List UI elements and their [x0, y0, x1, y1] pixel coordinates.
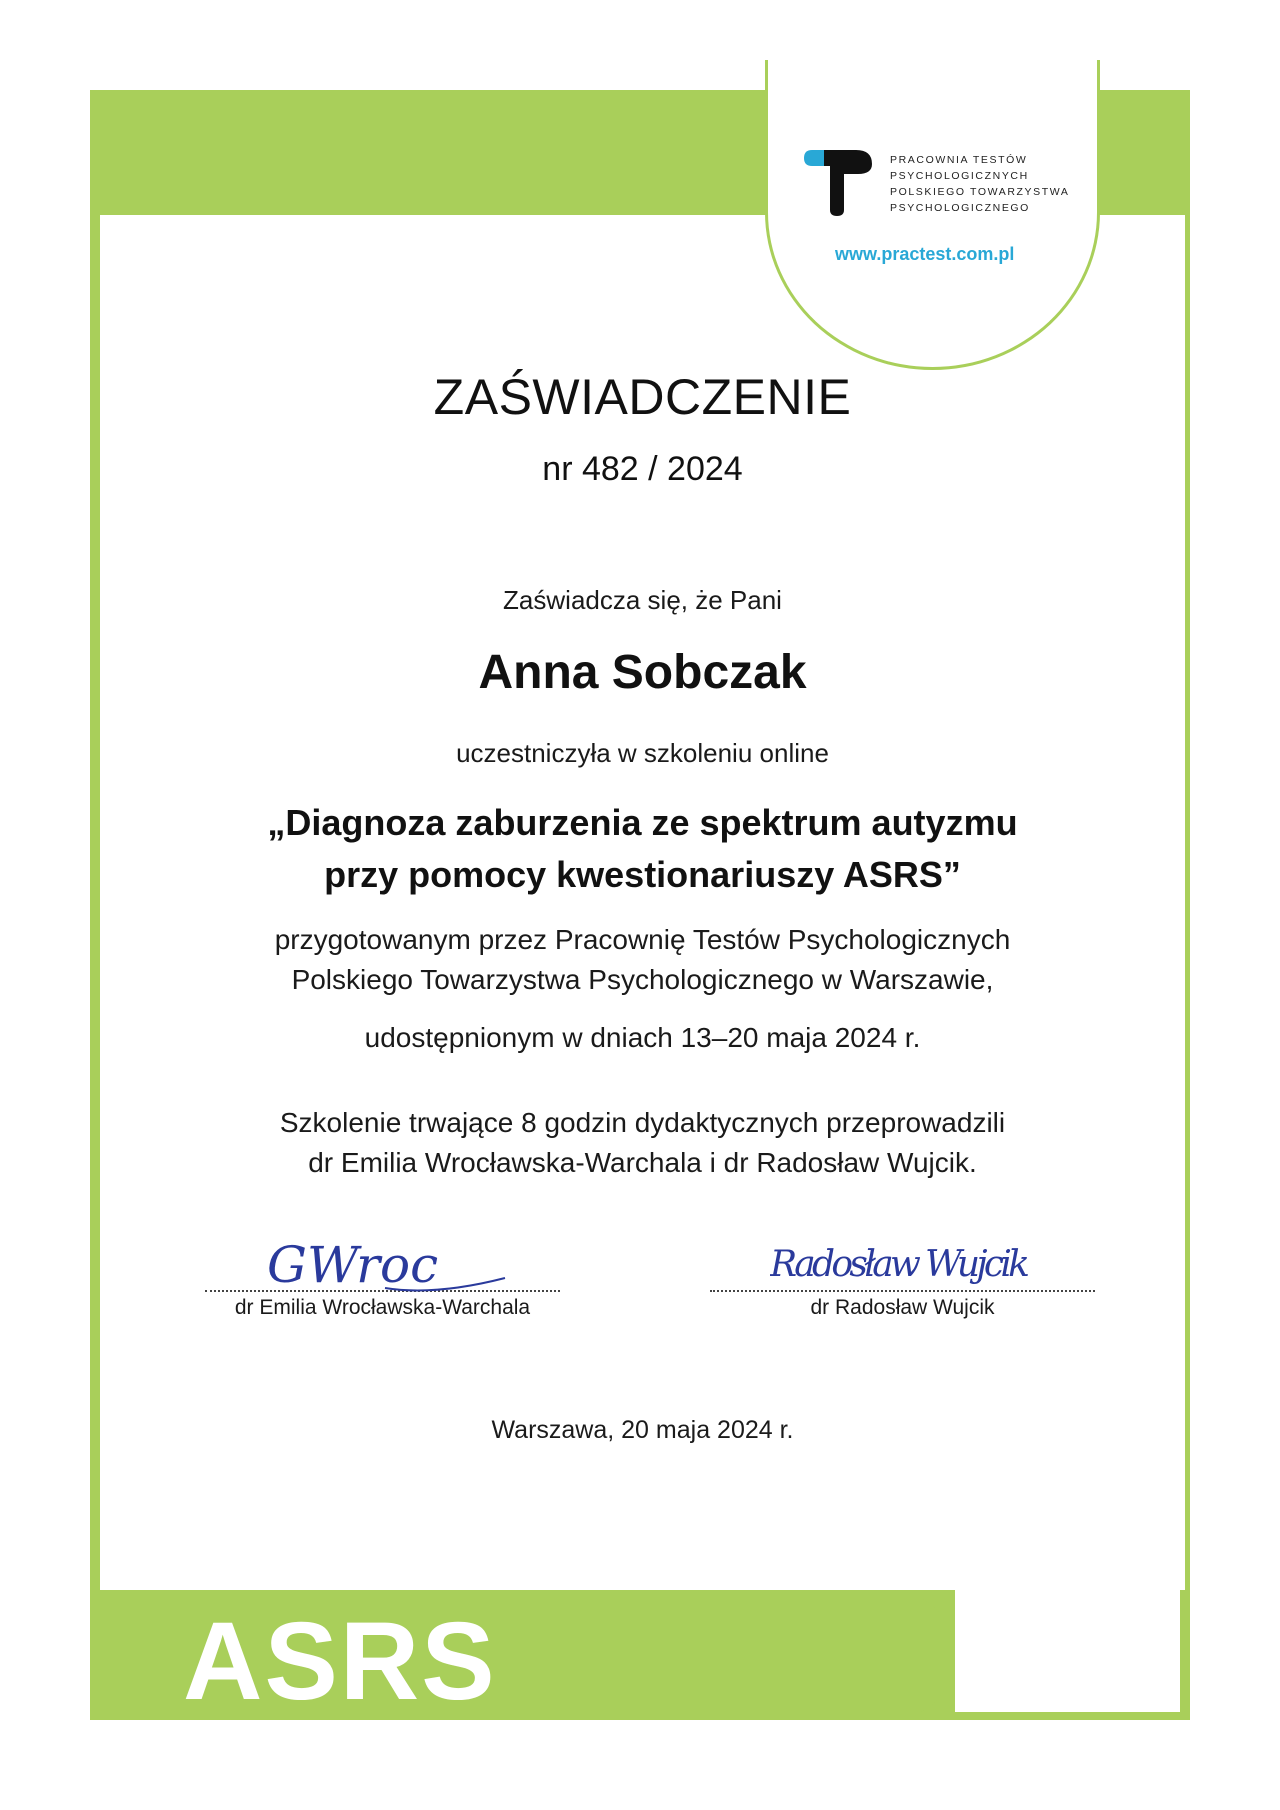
duration-line: dr Emilia Wrocławska-Warchala i dr Radosław Wujcik. — [308, 1147, 977, 1178]
handwritten-signature-left — [265, 1230, 515, 1300]
frame-edge — [1180, 1590, 1190, 1720]
signature-line — [205, 1236, 560, 1294]
logo-line: POLSKIEGO TOWARZYSTWA — [890, 186, 1070, 198]
intro-text: Zaświadcza się, że Pani — [503, 585, 782, 615]
logo-line: PSYCHOLOGICZNYCH — [890, 170, 1029, 182]
organizer-text — [100, 920, 1185, 1000]
asrs-brand-text: ASRS — [183, 1600, 497, 1723]
course-title-line: „Diagnoza zaburzenia ze spektrum autyzmu — [267, 802, 1018, 843]
logo-org-name — [890, 152, 1100, 216]
certificate-number: nr 482 / 2024 — [542, 450, 743, 488]
logo-line: PSYCHOLOGICZNEGO — [890, 202, 1030, 214]
signature-line — [710, 1244, 1095, 1292]
certificate-title: ZAŚWIADCZENIE — [433, 369, 852, 425]
duration-text — [100, 1103, 1185, 1183]
signatory-name-right: dr Radosław Wujcik — [810, 1296, 995, 1319]
place-and-date: Warszawa, 20 maja 2024 r. — [491, 1416, 794, 1444]
course-title-line: przy pomocy kwestionariuszy ASRS” — [324, 854, 961, 895]
signatory-name-left: dr Emilia Wrocławska-Warchala — [234, 1296, 531, 1319]
organizer-line: Polskiego Towarzystwa Psychologicznego w Warszawie, — [291, 964, 994, 995]
signature-block-right — [710, 1244, 1095, 1320]
handwritten-signature-right — [770, 1228, 1070, 1298]
website-link[interactable]: www.practest.com.pl — [835, 244, 1015, 264]
footer-white-area — [955, 1590, 1190, 1720]
dates-text: udostępnionym w dniach 13–20 maja 2024 r. — [364, 1022, 921, 1053]
participant-name: Anna Sobczak — [478, 646, 807, 699]
signature-block-left — [205, 1236, 560, 1320]
practest-logo-icon — [800, 148, 875, 218]
participation-text: uczestniczyła w szkoleniu online — [456, 738, 829, 768]
signature-text: GWroc — [267, 1236, 439, 1294]
logo-line: PRACOWNIA TESTÓW — [890, 154, 1028, 166]
organizer-line: przygotowanym przez Pracownię Testów Psychologicznych — [274, 924, 1011, 955]
course-title — [100, 797, 1185, 901]
duration-line: Szkolenie trwające 8 godzin dydaktycznych przeprowadzili — [279, 1107, 1006, 1138]
signature-text: Radosław Wujcik — [770, 1244, 1030, 1285]
